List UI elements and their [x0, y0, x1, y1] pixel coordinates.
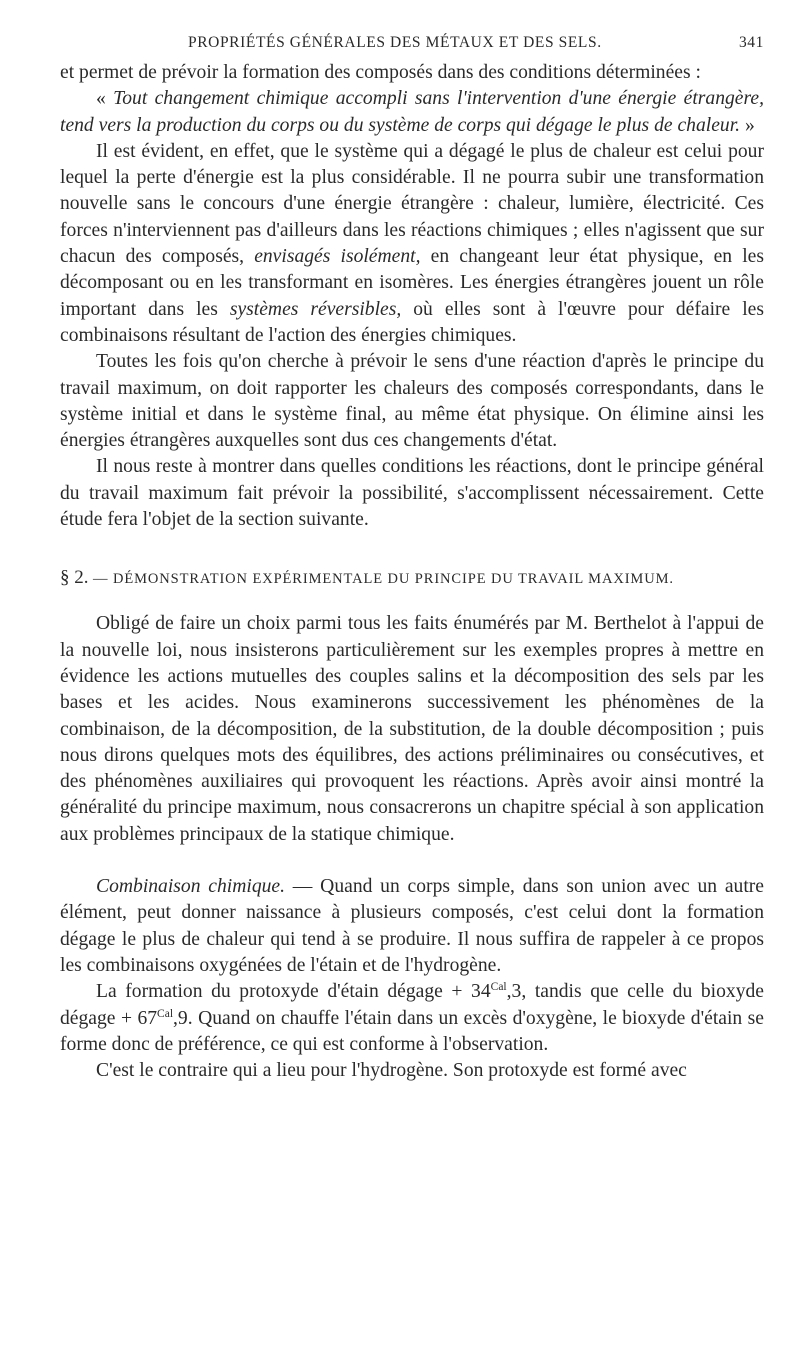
paragraph-text: ,9. Quand on chauffe l'étain dans un excès d'oxygène, le bioxyde d'étain se forme donc de préférence, ce qui est conforme à l'observation. [60, 1007, 764, 1055]
emphasis-text: envisagés isolément, [254, 246, 421, 268]
page-number: 341 [738, 34, 764, 51]
running-title: PROPRIÉTÉS GÉNÉRALES DES MÉTAUX ET DES SELS. [188, 34, 602, 51]
quote-open-mark: « [96, 88, 106, 110]
running-header [60, 34, 764, 60]
section-number: § 2. [60, 567, 89, 589]
paragraph-energy [60, 139, 764, 349]
paragraph-text: C'est le contraire qui a lieu pour l'hydrogène. Son protoxyde est formé avec [96, 1060, 687, 1082]
paragraph-text: ,3, tandis que celle du bioxyde dégage + 67 [60, 981, 764, 1029]
subsection-heading: Combinaison chimique. [96, 876, 286, 898]
paragraph-gap [60, 848, 764, 874]
paragraph-text: Quand un corps simple, dans son union avec un autre élément, peut donner naissance à plusieurs composés, c'est celui dont la formation dégage le plus de chaleur qui tend à se produire. Il nous suffira de rappeler à ce propos les combinaisons oxygénées de l'étain et de l'hydrogène. [60, 876, 764, 976]
unit-superscript: Cal [157, 1007, 174, 1020]
quote-close-mark: » [744, 114, 755, 136]
paragraph-text: Obligé de faire un choix parmi tous les faits énumérés par M. Berthelot à l'appui de la nouvelle loi, nous insisterons particulièrement sur les exemples propres à mettre en évidence les actions mutuelles des couples salins et la décomposition des sels par les bases et les acides. Nous examinerons successivement les phénomènes de la combinaison, de la décomposition, de la substitution, de la double décomposition ; puis nous dirons quelques mots des équilibres, des actions préliminaires ou consécutives, et des phénomènes auxiliaires qui provoquent les réactions. Après avoir ainsi montré la généralité du principe maximum, nous consacrerons un chapitre spécial à son application aux problèmes principaux de la statique chimique. [60, 613, 764, 845]
section-heading [60, 567, 764, 589]
law-quote [60, 86, 764, 139]
paragraph-maximum-work [60, 349, 764, 454]
paragraph-text: et permet de prévoir la formation des composés dans des conditions déterminées : [60, 62, 701, 83]
paragraph-conclusion [60, 454, 764, 533]
unit-superscript: Cal [490, 981, 507, 994]
paragraph-text: Il nous reste à montrer dans quelles conditions les réactions, dont le principe général du travail maximum fait prévoir la possibilité, s'accomplissent nécessairement. Cette étude fera l'objet de la section suivante. [60, 456, 764, 531]
emphasis-text: systèmes réversibles, [229, 298, 402, 320]
paragraph-hydrogen [60, 1058, 764, 1084]
quote-text: Tout changement chimique accompli sans l'intervention d'une énergie étrangère, tend vers la production du corps ou du système de corps qui dégage le plus de chaleur. [60, 88, 764, 136]
heading-dash: — [292, 876, 313, 898]
paragraph-tin-oxides [60, 979, 764, 1058]
paragraph-continuation [60, 60, 764, 86]
section-dash: — [93, 571, 109, 588]
paragraph-text: où elles sont à l'œuvre pour défaire les combinaisons résultant de l'action des énergies chimiques. [60, 298, 764, 346]
paragraph-text: Toutes les fois qu'on cherche à prévoir le sens d'une réaction d'après le principe du travail maximum, on doit rapporter les chaleurs des composés correspondants, dans le système initial et dans le système final, au même état physique. On élimine ainsi les énergies étrangères auxquelles sont dus ces changements d'état. [60, 351, 764, 452]
paragraph-combination [60, 874, 764, 979]
paragraph-method [60, 611, 764, 848]
section-title: DÉMONSTRATION EXPÉRIMENTALE DU PRINCIPE DU TRAVAIL MAXIMUM. [112, 571, 674, 588]
paragraph-text: La formation du protoxyde d'étain dégage + 34 [96, 981, 491, 1003]
paragraph-text: en changeant leur état physique, en les décomposant ou en les transformant en isomères. Les énergies étrangères jouent un rôle important dans les [60, 246, 764, 320]
paragraph-text: Il est évident, en effet, que le système qui a dégagé le plus de chaleur est celui pour lequel la perte d'énergie est la plus considérable. Il ne pourra subir une transformation nouvelle sans le concours d'une énergie étrangère : chaleur, lumière, électricité. Ces forces n'interviennent pas d'ailleurs dans les réactions chimiques ; elles n'agissent que sur chacun des composés, [60, 140, 764, 268]
